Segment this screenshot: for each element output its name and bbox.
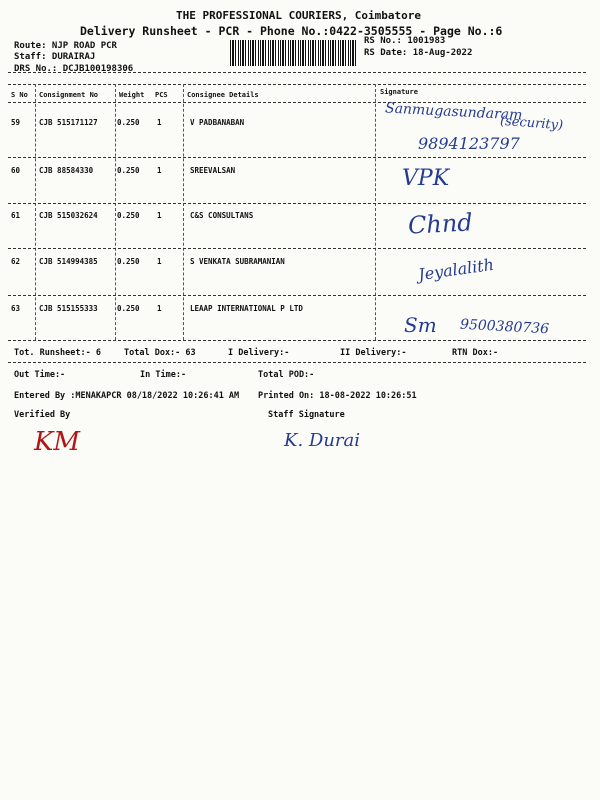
row-consignment: CJB 515155333 [39,304,98,313]
staff-signature-label: Staff Signature [268,410,345,420]
row-pcs: 1 [157,166,162,175]
row-pcs: 1 [157,118,162,127]
header-rule [8,72,586,73]
totals-rule [8,362,586,363]
total-runsheet: Tot. Runsheet:- 6 [14,348,101,358]
signature-row-60: VPK [402,166,450,191]
company-title: THE PROFESSIONAL COURIERS, Coimbatore [176,9,422,22]
col-divider [35,84,36,340]
ii-delivery: II Delivery:- [340,348,407,358]
row-rule [8,248,586,249]
signature-row-62: Jeyalalith [417,254,496,285]
row-pcs: 1 [157,211,162,220]
row-consignee: LEAAP INTERNATIONAL P LTD [190,304,303,313]
header-rule [8,102,586,103]
total-dox: Total Dox:- 63 [124,348,196,358]
drs-label: DRS No.: DCJB100198306 [14,64,134,74]
row-weight: 0.250 [117,257,140,266]
row-pcs: 1 [157,304,162,313]
col-divider [375,84,376,340]
rs-number: RS No.: 1001983 [364,36,446,46]
row-weight: 0.250 [117,166,140,175]
row-weight: 0.250 [117,118,140,127]
total-pod: Total POD:- [258,370,315,380]
phone-row-59: 9894123797 [418,134,520,153]
row-consignment: CJB 88584330 [39,166,94,175]
row-sno: 59 [11,118,21,127]
row-weight: 0.250 [117,211,140,220]
route-label: Route: NJP ROAD PCR [14,41,117,51]
row-consignee: SREEVALSAN [190,166,236,175]
rtn-dox: RTN Dox:- [452,348,499,358]
row-sno: 62 [11,257,21,266]
row-rule [8,340,586,341]
row-sno: 61 [11,211,21,220]
row-consignment: CJB 515171127 [39,118,98,127]
signature-row-59-note: (security) [499,113,564,134]
row-consignee: S VENKATA SUBRAMANIAN [190,257,285,266]
row-consignment: CJB 515032624 [39,211,98,220]
row-consignee: C&S CONSULTANS [190,211,254,220]
col-consignment: Consignment No [39,91,99,99]
signature-row-59: Sanmugasundaram [384,100,523,124]
col-pcs: PCS [155,91,168,99]
col-consignee: Consignee Details [187,91,259,99]
row-weight: 0.250 [117,304,140,313]
verified-signature: KM [34,427,81,457]
verified-by-label: Verified By [14,410,71,420]
i-delivery: I Delivery:- [228,348,290,358]
row-consignee: V PADBANABAN [190,118,245,127]
header-rule [8,84,586,85]
signature-row-61: Chnd [407,208,474,240]
signature-row-63: Sm [404,313,437,337]
runsheet-subtitle: Delivery Runsheet - PCR - Phone No.:0422-3505555 - Page No.:6 [80,24,503,38]
col-divider [183,84,184,340]
row-sno: 60 [11,166,21,175]
phone-row-63: 9500380736 [459,316,550,338]
printed-on: Printed On: 18-08-2022 10:26:51 [258,391,417,401]
col-divider [115,84,116,340]
row-rule [8,295,586,296]
rs-date: RS Date: 18-Aug-2022 [364,48,473,58]
col-signature: Signature [380,88,418,96]
row-consignment: CJB 514994385 [39,257,98,266]
col-sno: S No [11,91,28,99]
row-rule [8,203,586,204]
in-time: In Time:- [140,370,187,380]
barcode [230,40,356,66]
out-time: Out Time:- [14,370,66,380]
entered-by: Entered By :MENAKAPCR 08/18/2022 10:26:41 AM [14,391,240,401]
row-rule [8,157,586,158]
row-sno: 63 [11,304,21,313]
staff-label: Staff: DURAIRAJ [14,52,96,62]
staff-signature: K. Durai [284,430,361,451]
row-pcs: 1 [157,257,162,266]
col-weight: Weight [119,91,145,99]
